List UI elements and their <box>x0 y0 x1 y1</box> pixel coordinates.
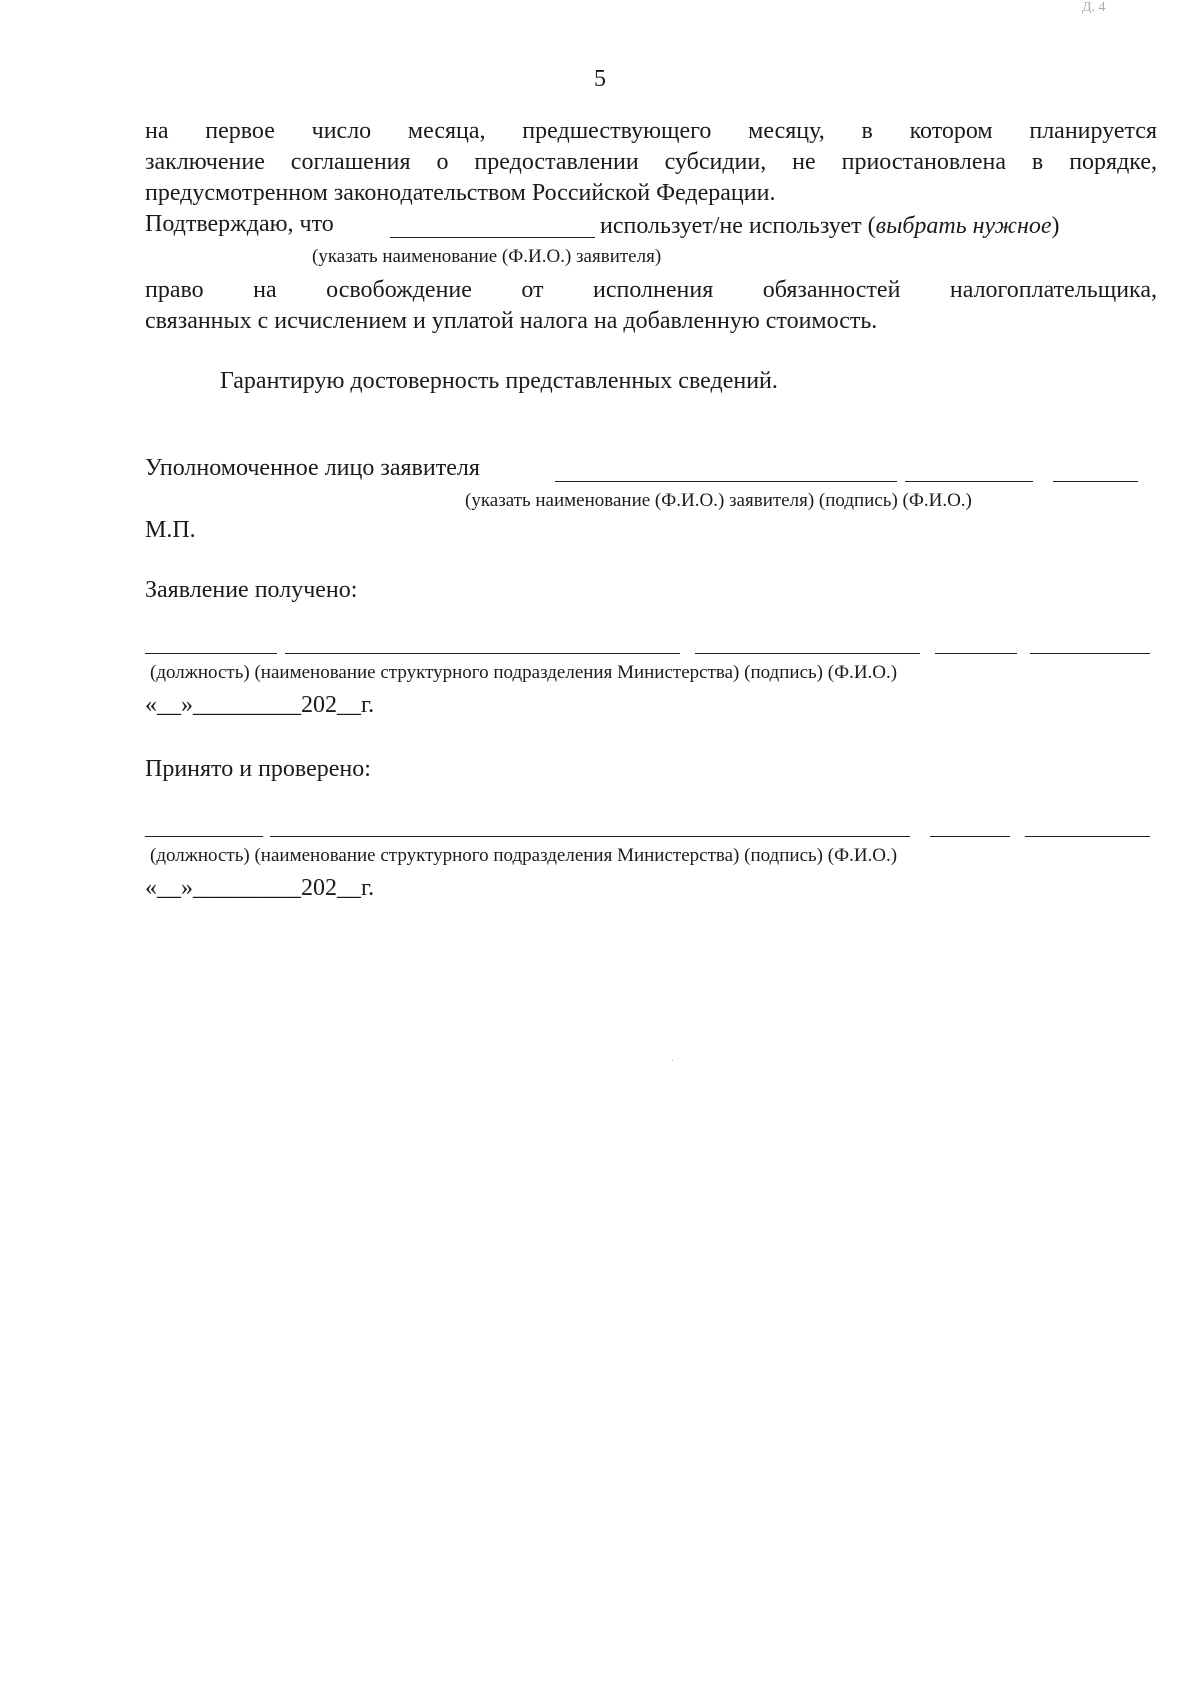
authorized-fio-line <box>1053 481 1138 482</box>
checked-department-line <box>270 836 910 837</box>
checked-fio-line <box>1025 836 1150 837</box>
received-department-line-a <box>285 653 680 654</box>
checked-label: Принято и проверено: <box>145 756 371 782</box>
confirm-caption: (указать наименование (Ф.И.О.) заявителя) <box>312 246 662 267</box>
checked-signature-line <box>930 836 1010 837</box>
checked-position-line <box>145 836 263 837</box>
paragraph2-line1: право на освобождение от исполнения обязанностей налогоплательщика, <box>145 277 1157 303</box>
authorized-signature-line <box>905 481 1033 482</box>
paragraph1-line3: предусмотренном законодательством Российской Федерации. <box>145 180 776 206</box>
authorized-label: Уполномоченное лицо заявителя <box>145 455 480 481</box>
page-number: 5 <box>594 66 606 92</box>
received-label: Заявление получено: <box>145 577 358 603</box>
paragraph2-line2: связанных с исчислением и уплатой налога на добавленную стоимость. <box>145 308 878 334</box>
received-position-line <box>145 653 277 654</box>
authorized-caption: (указать наименование (Ф.И.О.) заявителя) (подпись) (Ф.И.О.) <box>465 490 972 511</box>
received-signature-line <box>935 653 1017 654</box>
received-caption: (должность) (наименование структурного подразделения Министерства) (подпись) (Ф.И.О.) <box>150 662 898 683</box>
received-date: «__»_________202__г. <box>145 692 375 718</box>
confirm-suffix: ) <box>1051 213 1060 239</box>
authorized-name-line <box>555 481 897 482</box>
guarantee-statement: Гарантирую достоверность представленных сведений. <box>220 368 778 394</box>
confirm-italic: выбрать нужное <box>875 213 1052 239</box>
stamp-label: М.П. <box>145 517 196 543</box>
corner-mark: Д. 4 <box>1082 0 1106 15</box>
received-fio-line <box>1030 653 1150 654</box>
applicant-name-line <box>390 237 595 238</box>
paragraph1-line2: заключение соглашения о предоставлении субсидии, не приостановлена в порядке, <box>145 149 1157 175</box>
paragraph1-line1: на первое число месяца, предшествующего месяцу, в котором планируется <box>145 118 1157 144</box>
confirm-prefix: Подтверждаю, что <box>145 211 334 237</box>
scan-speck <box>672 1060 673 1061</box>
confirm-text <box>600 213 1060 240</box>
checked-date: «__»_________202__г. <box>145 875 375 901</box>
received-department-line-b <box>695 653 920 654</box>
checked-caption: (должность) (наименование структурного подразделения Министерства) (подпись) (Ф.И.О.) <box>150 845 898 866</box>
confirm-middle: использует/не использует ( <box>600 213 876 239</box>
